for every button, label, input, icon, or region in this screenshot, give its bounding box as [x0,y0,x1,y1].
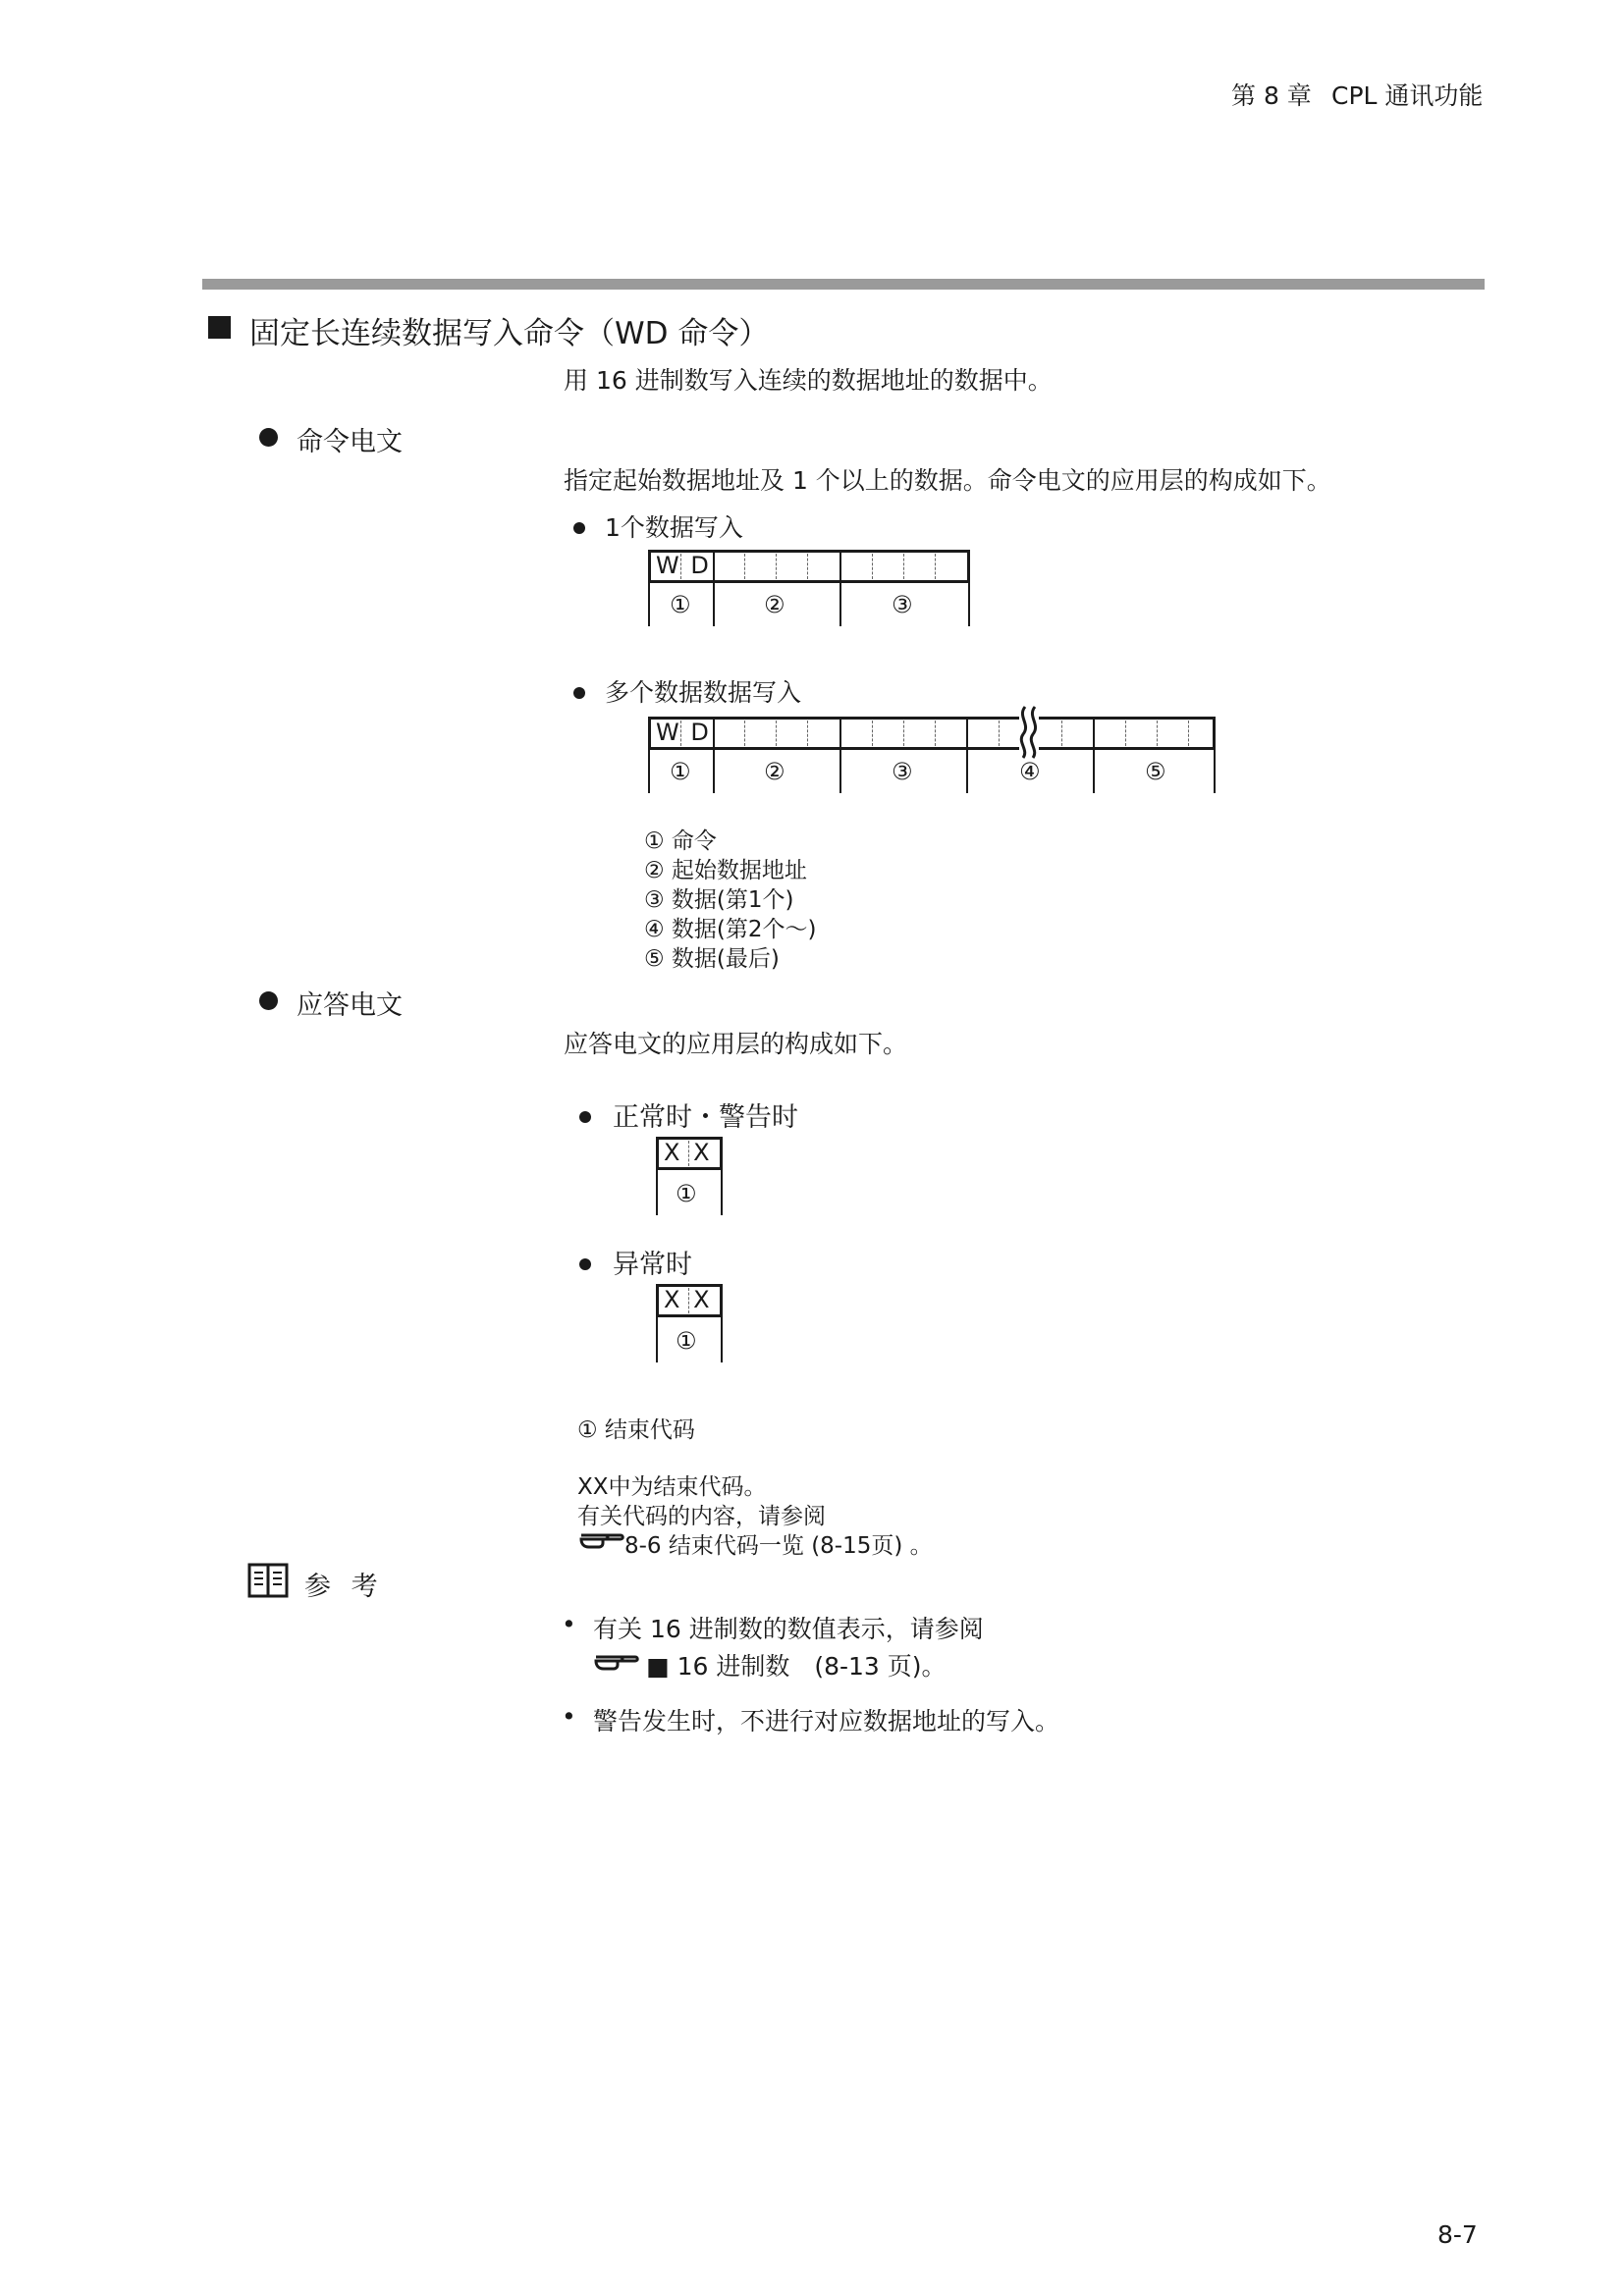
legend-item: ② 起始数据地址 [644,858,807,883]
field-divider [648,583,650,626]
field-divider [721,1170,723,1215]
end-code: X X [664,1286,713,1313]
response-note-2: 有关代码的内容，请参阅 [577,1504,826,1529]
command-code: W D [656,552,711,579]
byte-divider [776,721,777,746]
byte-divider [872,721,873,746]
field-divider [721,1317,723,1362]
field-number: ② [764,758,785,785]
field-divider [656,1317,658,1362]
legend-item: ① 命令 [644,828,717,854]
response-msg-description: 应答电文的应用层的构成如下。 [564,1030,908,1058]
reference-item-2: 警告发生时，不进行对应数据地址的写入。 [593,1707,1060,1735]
bullet-dot-icon [259,991,278,1010]
field-number: ① [670,591,691,618]
byte-divider [744,721,745,746]
field-divider [839,550,841,626]
byte-divider [935,554,936,579]
book-icon [247,1563,289,1598]
field-divider [713,550,715,626]
byte-divider [903,721,904,746]
field-divider [968,583,970,626]
byte-divider [935,721,936,746]
field-number: ④ [1019,758,1041,785]
break-symbol-icon [1013,703,1047,762]
chapter-title: CPL 通讯功能 [1331,81,1484,110]
byte-divider [1061,721,1062,746]
hand-pointer-icon [579,1525,624,1555]
field-divider [648,750,650,793]
single-write-label: 1个数据写入 [605,513,743,542]
command-msg-heading: 命令电文 [297,427,403,457]
field-divider [839,717,841,793]
multi-write-label: 多个数据数据写入 [605,678,802,707]
reference-item-1-link[interactable]: ■ 16 进制数 (8-13 页)。 [646,1652,947,1681]
field-number: ① [676,1180,697,1207]
field-number: ⑤ [1145,758,1166,785]
response-msg-heading: 应答电文 [297,990,403,1021]
bullet-dot-icon [579,1111,591,1123]
reference-item-1: 有关 16 进制数的数值表示，请参阅 [593,1615,984,1643]
field-divider [713,717,715,793]
legend-item: ④ 数据(第2个～) [644,917,817,942]
end-code: X X [664,1139,713,1166]
byte-divider [1125,721,1126,746]
byte-divider [807,721,808,746]
section-title: 固定长连续数据写入命令（WD 命令） [249,316,770,351]
field-divider [1214,750,1216,793]
page-number: 8-7 [1437,2220,1478,2249]
byte-divider [1188,721,1189,746]
hand-pointer-icon [593,1647,640,1677]
reference-heading: 参 考 [304,1572,384,1602]
legend-item: ⑤ 数据(最后) [644,946,780,972]
response-note-1: XX中为结束代码。 [577,1474,767,1500]
byte-divider [776,554,777,579]
abnormal-response-label: 异常时 [613,1250,692,1280]
normal-response-label: 正常时・警告时 [613,1102,798,1133]
field-number: ③ [892,758,913,785]
bullet-dot-icon [573,687,585,699]
field-number: ① [670,758,691,785]
section-rule [202,279,1485,290]
command-msg-description: 指定起始数据地址及 1 个以上的数据。命令电文的应用层的构成如下。 [564,466,1331,495]
byte-divider [744,554,745,579]
command-code: W D [656,719,711,746]
bullet-dot-icon [579,1258,591,1270]
multi-frame-row [648,717,1216,750]
section-square-icon [208,316,231,339]
response-legend: ① 结束代码 [577,1417,695,1443]
byte-divider [999,721,1000,746]
byte-divider [903,554,904,579]
bullet-mark: • [562,1610,576,1638]
section-description: 用 16 进制数写入连续的数据地址的数据中。 [564,366,1053,395]
bullet-mark: • [562,1702,576,1731]
legend-item: ③ 数据(第1个) [644,887,794,913]
bullet-dot-icon [573,522,585,534]
field-number: ① [676,1327,697,1355]
byte-divider [872,554,873,579]
byte-divider [807,554,808,579]
byte-divider [1157,721,1158,746]
field-number: ② [764,591,785,618]
field-divider [656,1170,658,1215]
field-number: ③ [892,591,913,618]
field-divider [1093,717,1095,793]
chapter-label: 第 8 章 [1231,81,1312,110]
field-divider [966,717,968,793]
response-reference-link[interactable]: 8-6 结束代码一览 (8-15页) 。 [624,1533,933,1559]
bullet-dot-icon [259,428,278,447]
